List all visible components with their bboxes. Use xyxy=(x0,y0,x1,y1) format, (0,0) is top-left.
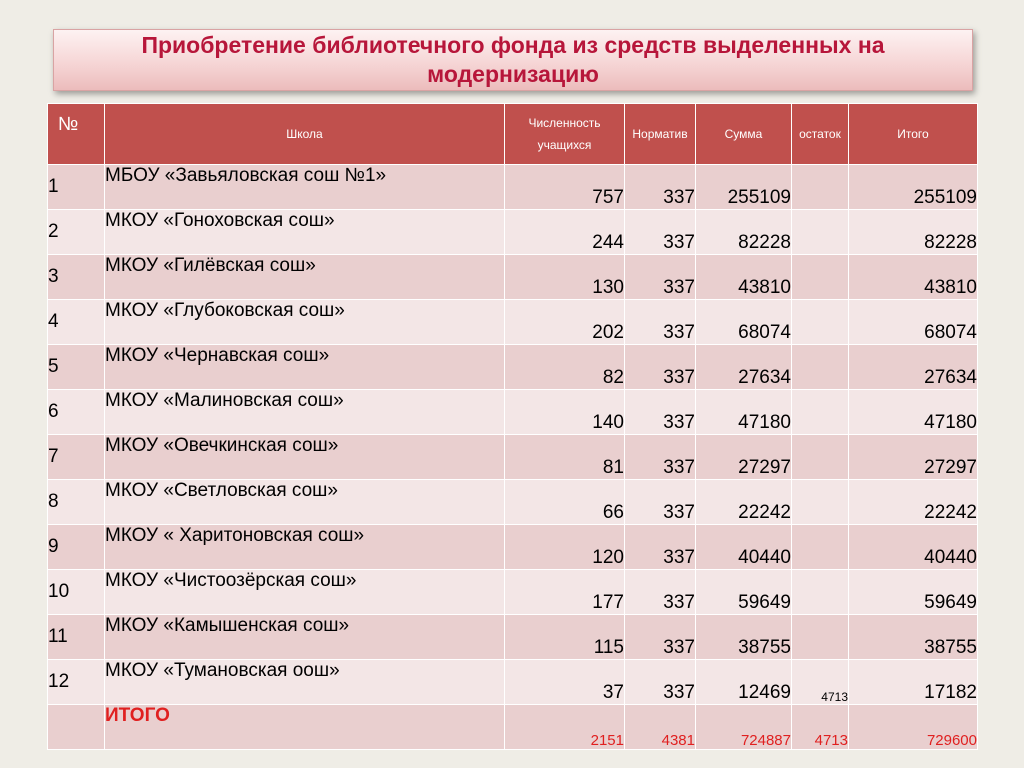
row-sum: 12469 xyxy=(696,660,792,705)
row-school: МКОУ «Светловская сош» xyxy=(105,480,505,525)
row-idx: 6 xyxy=(48,390,105,435)
row-norm: 337 xyxy=(625,210,696,255)
totals-total: 729600 xyxy=(849,705,978,750)
row-norm: 337 xyxy=(625,660,696,705)
row-school: МБОУ «Завьяловская сош №1» xyxy=(105,165,505,210)
row-norm: 337 xyxy=(625,615,696,660)
row-idx: 4 xyxy=(48,300,105,345)
row-norm: 337 xyxy=(625,435,696,480)
row-remainder: 4713 xyxy=(792,660,849,705)
row-students: 244 xyxy=(505,210,625,255)
row-total: 40440 xyxy=(849,525,978,570)
totals-students: 2151 xyxy=(505,705,625,750)
row-sum: 255109 xyxy=(696,165,792,210)
row-students: 66 xyxy=(505,480,625,525)
totals-remainder: 4713 xyxy=(792,705,849,750)
table-row xyxy=(48,525,978,570)
row-school: МКОУ «Камышенская сош» xyxy=(105,615,505,660)
row-total: 17182 xyxy=(849,660,978,705)
row-sum: 38755 xyxy=(696,615,792,660)
row-norm: 337 xyxy=(625,480,696,525)
header-school: Школа xyxy=(105,104,505,165)
row-norm: 337 xyxy=(625,300,696,345)
table-row xyxy=(48,165,978,210)
totals-sum: 724887 xyxy=(696,705,792,750)
row-remainder xyxy=(792,615,849,660)
funding-table xyxy=(47,103,978,750)
row-students: 115 xyxy=(505,615,625,660)
slide-title-box xyxy=(53,29,973,91)
row-school: МКОУ «Гилёвская сош» xyxy=(105,255,505,300)
row-remainder xyxy=(792,255,849,300)
row-sum: 27634 xyxy=(696,345,792,390)
row-norm: 337 xyxy=(625,345,696,390)
row-total: 68074 xyxy=(849,300,978,345)
row-idx: 11 xyxy=(48,615,105,660)
table-row xyxy=(48,210,978,255)
row-sum: 82228 xyxy=(696,210,792,255)
row-remainder xyxy=(792,300,849,345)
row-school: МКОУ «Гоноховская сош» xyxy=(105,210,505,255)
row-norm: 337 xyxy=(625,570,696,615)
row-students: 757 xyxy=(505,165,625,210)
row-total: 27634 xyxy=(849,345,978,390)
row-students: 202 xyxy=(505,300,625,345)
row-idx: 1 xyxy=(48,165,105,210)
table-row xyxy=(48,570,978,615)
row-norm: 337 xyxy=(625,255,696,300)
totals-row xyxy=(48,705,978,750)
row-students: 81 xyxy=(505,435,625,480)
table-row xyxy=(48,300,978,345)
row-students: 82 xyxy=(505,345,625,390)
row-sum: 68074 xyxy=(696,300,792,345)
row-students: 177 xyxy=(505,570,625,615)
table-row xyxy=(48,660,978,705)
row-total: 59649 xyxy=(849,570,978,615)
row-remainder xyxy=(792,390,849,435)
row-norm: 337 xyxy=(625,165,696,210)
table-row xyxy=(48,390,978,435)
header-idx: № xyxy=(48,104,105,165)
row-idx: 5 xyxy=(48,345,105,390)
row-total: 47180 xyxy=(849,390,978,435)
header-sum: Сумма xyxy=(696,104,792,165)
row-school: МКОУ «Глубоковская сош» xyxy=(105,300,505,345)
row-total: 38755 xyxy=(849,615,978,660)
header-remainder: остаток xyxy=(792,104,849,165)
row-idx: 7 xyxy=(48,435,105,480)
row-norm: 337 xyxy=(625,525,696,570)
table-row xyxy=(48,345,978,390)
row-sum: 43810 xyxy=(696,255,792,300)
row-remainder xyxy=(792,480,849,525)
row-remainder xyxy=(792,210,849,255)
row-students: 140 xyxy=(505,390,625,435)
row-idx: 12 xyxy=(48,660,105,705)
row-idx: 10 xyxy=(48,570,105,615)
row-idx: 3 xyxy=(48,255,105,300)
row-total: 82228 xyxy=(849,210,978,255)
totals-norm: 4381 xyxy=(625,705,696,750)
row-sum: 40440 xyxy=(696,525,792,570)
header-row xyxy=(48,104,978,165)
row-remainder xyxy=(792,345,849,390)
header-norm: Норматив xyxy=(625,104,696,165)
row-sum: 22242 xyxy=(696,480,792,525)
row-total: 255109 xyxy=(849,165,978,210)
totals-idx xyxy=(48,705,105,750)
row-school: МКОУ «Малиновская сош» xyxy=(105,390,505,435)
row-remainder xyxy=(792,570,849,615)
row-school: МКОУ «Чернавская сош» xyxy=(105,345,505,390)
table-row xyxy=(48,435,978,480)
row-sum: 59649 xyxy=(696,570,792,615)
header-total: Итого xyxy=(849,104,978,165)
row-school: МКОУ «Чистоозёрская сош» xyxy=(105,570,505,615)
row-students: 37 xyxy=(505,660,625,705)
row-norm: 337 xyxy=(625,390,696,435)
table-row xyxy=(48,255,978,300)
slide-title: Приобретение библиотечного фонда из средств выделенных на модернизацию xyxy=(141,32,885,87)
row-idx: 9 xyxy=(48,525,105,570)
row-total: 22242 xyxy=(849,480,978,525)
row-students: 130 xyxy=(505,255,625,300)
row-sum: 27297 xyxy=(696,435,792,480)
row-idx: 8 xyxy=(48,480,105,525)
row-remainder xyxy=(792,435,849,480)
row-remainder xyxy=(792,165,849,210)
row-school: МКОУ « Харитоновская сош» xyxy=(105,525,505,570)
row-remainder xyxy=(792,525,849,570)
row-school: МКОУ «Тумановская оош» xyxy=(105,660,505,705)
header-students: Численность учащихся xyxy=(505,104,625,165)
table-row xyxy=(48,480,978,525)
row-idx: 2 xyxy=(48,210,105,255)
table-row xyxy=(48,615,978,660)
row-total: 27297 xyxy=(849,435,978,480)
row-students: 120 xyxy=(505,525,625,570)
row-school: МКОУ «Овечкинская сош» xyxy=(105,435,505,480)
totals-label: ИТОГО xyxy=(105,705,505,750)
row-sum: 47180 xyxy=(696,390,792,435)
row-total: 43810 xyxy=(849,255,978,300)
